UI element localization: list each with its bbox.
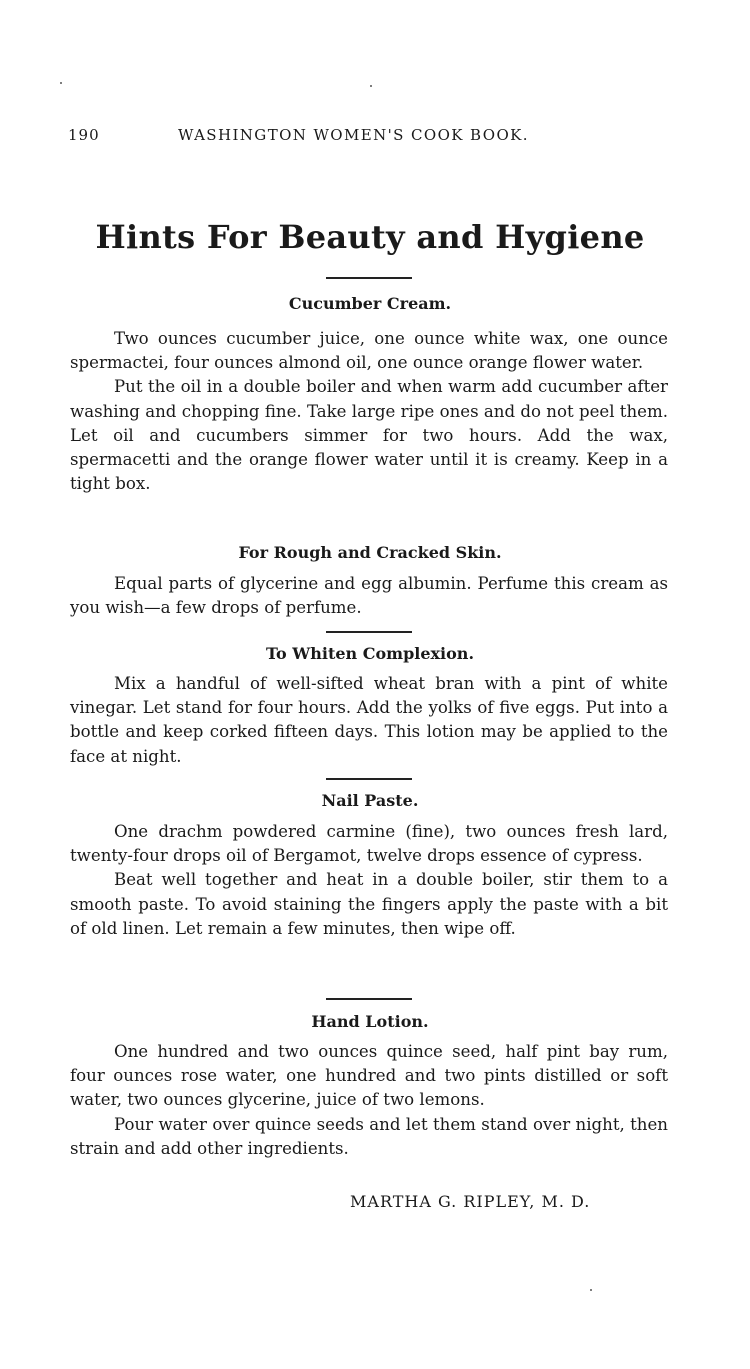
recipe-paragraph: One drachm powdered carmine (fine), two ounces fresh lard, twenty-four drops oil of Bergamot, twelve drops essence of cypress. bbox=[70, 822, 668, 866]
print-speck bbox=[60, 82, 62, 84]
recipe-body-whiten-complexion bbox=[70, 672, 668, 769]
author-signature: MARTHA G. RIPLEY, M. D. bbox=[350, 1192, 591, 1211]
chapter-title: Hints For Beauty and Hygiene bbox=[95, 218, 645, 256]
print-speck bbox=[590, 1289, 592, 1291]
print-speck bbox=[370, 85, 372, 87]
recipe-title-whiten-complexion: To Whiten Complexion. bbox=[265, 644, 475, 663]
recipe-title-rough-cracked-skin: For Rough and Cracked Skin. bbox=[238, 543, 502, 562]
recipe-paragraph: Put the oil in a double boiler and when warm add cucumber after washing and chopping fine. Take large ripe ones and do not peel them. Let oil and cucumbers simmer for two hours. Add the wax, spermacetti and the orange flower water until it is creamy. Keep in a tight box. bbox=[70, 377, 668, 494]
recipe-body-rough-cracked-skin bbox=[70, 572, 668, 620]
section-divider bbox=[326, 277, 412, 279]
recipe-paragraph: Beat well together and heat in a double boiler, stir them to a smooth paste. To avoid staining the fingers apply the paste with a bit of old linen. Let remain a few minutes, then wipe off. bbox=[70, 870, 668, 938]
recipe-paragraph: Mix a handful of well-sifted wheat bran with a pint of white vinegar. Let stand for four hours. Add the yolks of five eggs. Put into a bottle and keep corked fifteen days. This lotion may be applied to the face at night. bbox=[70, 674, 668, 766]
section-divider bbox=[326, 778, 412, 780]
section-divider bbox=[326, 998, 412, 1000]
recipe-paragraph: Pour water over quince seeds and let them stand over night, then strain and add other ingredients. bbox=[70, 1114, 668, 1158]
running-title: WASHINGTON WOMEN'S COOK BOOK. bbox=[178, 126, 529, 144]
recipe-body-hand-lotion bbox=[70, 1040, 668, 1161]
recipe-title-cucumber-cream: Cucumber Cream. bbox=[288, 294, 452, 313]
recipe-body-nail-paste bbox=[70, 820, 668, 941]
page-header bbox=[68, 126, 668, 150]
recipe-paragraph: Two ounces cucumber juice, one ounce white wax, one ounce spermactei, four ounces almond oil, one ounce orange flower water. bbox=[70, 329, 668, 373]
recipe-body-cucumber-cream bbox=[70, 327, 668, 496]
page-number: 190 bbox=[68, 126, 100, 144]
recipe-title-nail-paste: Nail Paste. bbox=[321, 791, 419, 810]
recipe-paragraph: One hundred and two ounces quince seed, half pint bay rum, four ounces rose water, one hundred and two pints distilled or soft water, two ounces glycerine, juice of two lemons. bbox=[70, 1042, 668, 1110]
recipe-paragraph: Equal parts of glycerine and egg albumin. Perfume this cream as you wish—a few drops of perfume. bbox=[70, 574, 668, 618]
recipe-title-hand-lotion: Hand Lotion. bbox=[311, 1012, 429, 1031]
section-divider bbox=[326, 631, 412, 633]
